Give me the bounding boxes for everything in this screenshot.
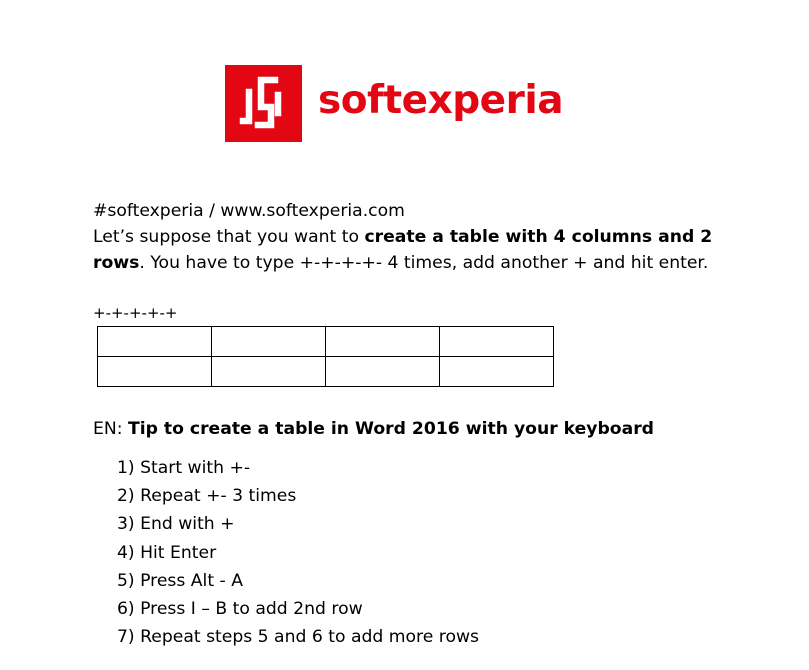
brand-name: softexperia <box>318 78 564 123</box>
intro-emphasis-start: create a table with 4 columns and 2 <box>364 227 713 247</box>
intro-line-2 <box>93 224 793 250</box>
intro-emphasis-end: rows <box>93 253 140 273</box>
table-row <box>98 327 554 357</box>
intro-line-3 <box>93 250 793 276</box>
table-row <box>98 357 554 387</box>
list-item: 1) Start with +- <box>117 458 251 478</box>
table-cell <box>440 327 554 357</box>
softexperia-logo-icon <box>225 65 302 142</box>
table-cell <box>212 327 326 357</box>
softexperia-logo <box>225 65 563 142</box>
table-cell <box>98 357 212 387</box>
table-cell <box>326 357 440 387</box>
source-line: #softexperia / www.softexperia.com <box>93 201 405 221</box>
list-item: 7) Repeat steps 5 and 6 to add more rows <box>117 627 479 648</box>
intro-text-start: Let’s suppose that you want to <box>93 227 365 247</box>
list-item: 4) Hit Enter <box>117 542 217 563</box>
example-table <box>97 326 554 387</box>
typed-sequence: +-+-+-+-+ <box>93 304 178 322</box>
intro-paragraph <box>93 198 793 276</box>
intro-text-end: . You have to type +-+-+-+- 4 times, add another + and hit enter. <box>139 253 709 273</box>
table-cell <box>98 327 212 357</box>
list-item: 6) Press I – B to add 2nd row <box>117 598 363 619</box>
list-item: 3) End with + <box>117 514 235 535</box>
table-cell <box>440 357 554 387</box>
tip-title: Tip to create a table in Word 2016 with your keyboard <box>127 419 654 439</box>
list-item: 2) Repeat +- 3 times <box>117 486 297 507</box>
tip-heading <box>93 416 654 442</box>
table-cell <box>212 357 326 387</box>
steps-list <box>117 454 479 651</box>
list-item: 5) Press Alt - A <box>117 570 243 591</box>
table-cell <box>326 327 440 357</box>
tip-prefix: EN: <box>93 419 128 439</box>
